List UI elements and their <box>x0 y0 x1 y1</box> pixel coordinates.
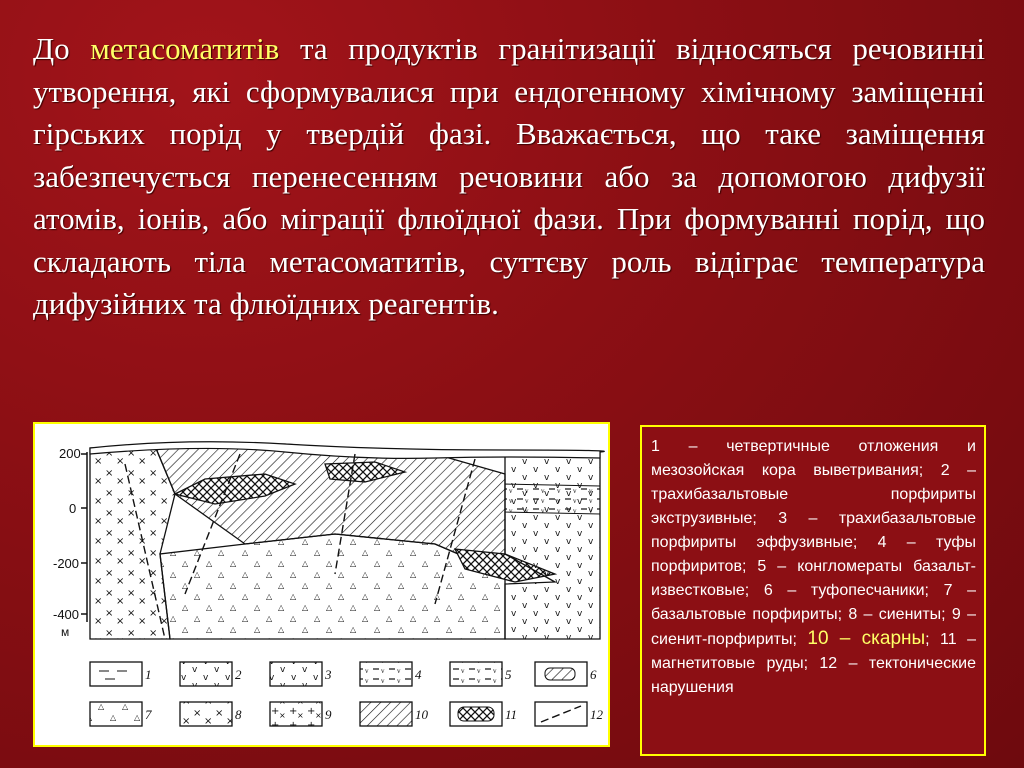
paragraph-lead: До <box>33 31 91 66</box>
swatch-1-label: 1 <box>145 667 152 682</box>
swatch-9 <box>270 702 332 726</box>
swatch-12 <box>535 702 604 726</box>
legend-text-highlight: 10 – скарны <box>807 628 926 649</box>
swatch-10-label: 10 <box>415 707 428 722</box>
legend-swatches <box>90 662 604 726</box>
swatch-7 <box>90 702 152 726</box>
swatch-7-label: 7 <box>145 707 152 722</box>
legend-text-after: ; 11 – магнетитовые руды; 12 – тектонические нарушения <box>651 631 976 696</box>
y-label-unit: м <box>61 625 70 639</box>
legend-text-box <box>640 425 986 756</box>
paragraph-highlight: метасоматитів <box>90 31 280 66</box>
paragraph-body: та продуктів гранітизації відносяться речовинні утворення, які сформувалися при ендогенному хімічному заміщенні гірських порід у твердій фазі. Вважається, що таке заміщення забезпечується перенесенням речовини або за допомогою дифузії атомів, іонів, або міграції флюїдної фази. При формуванні порід, що складають тіла метасоматитів, суттєву роль відіграє температура дифузійних та флюїдних реагентів. <box>33 31 985 321</box>
swatch-9-label: 9 <box>325 707 332 722</box>
y-label-200: 200 <box>59 446 81 461</box>
y-label-minus400: -400 <box>53 607 80 622</box>
legend-text-before: 1 – четвертичные отложения и мезозойская кора выветривания; 2 – трахибазальтовые порфириты экструзивные; 3 – трахибазальтовые порфириты эффузивные; 4 – туфы порфиритов; 5 – конгломераты базальт-известковые; 6 – туфопесчаники; 7 – базальтовые порфириты; 8 – сиениты; 9 – сиенит-порфириты; <box>651 438 976 648</box>
swatch-5 <box>450 662 512 686</box>
swatch-3 <box>270 662 332 686</box>
swatch-1 <box>90 662 152 686</box>
swatch-4 <box>360 662 422 686</box>
swatch-4-label: 4 <box>415 667 422 682</box>
swatch-11-label: 11 <box>505 707 518 722</box>
swatch-11 <box>450 702 517 726</box>
swatch-3-label: 3 <box>325 667 332 682</box>
swatch-5-label: 5 <box>505 667 512 682</box>
cross-section <box>90 442 604 639</box>
swatch-6 <box>535 662 597 686</box>
y-label-minus200: -200 <box>53 556 80 571</box>
swatch-10 <box>360 702 429 726</box>
swatch-2 <box>180 662 242 686</box>
swatch-2-label: 2 <box>235 667 242 682</box>
y-label-0: 0 <box>69 501 77 516</box>
main-paragraph <box>33 28 985 326</box>
swatch-8-label: 8 <box>235 707 242 722</box>
geologic-section-figure <box>33 422 610 747</box>
swatch-8 <box>180 702 242 726</box>
swatch-6-label: 6 <box>590 667 597 682</box>
swatch-12-label: 12 <box>590 707 603 722</box>
y-axis <box>53 446 87 639</box>
